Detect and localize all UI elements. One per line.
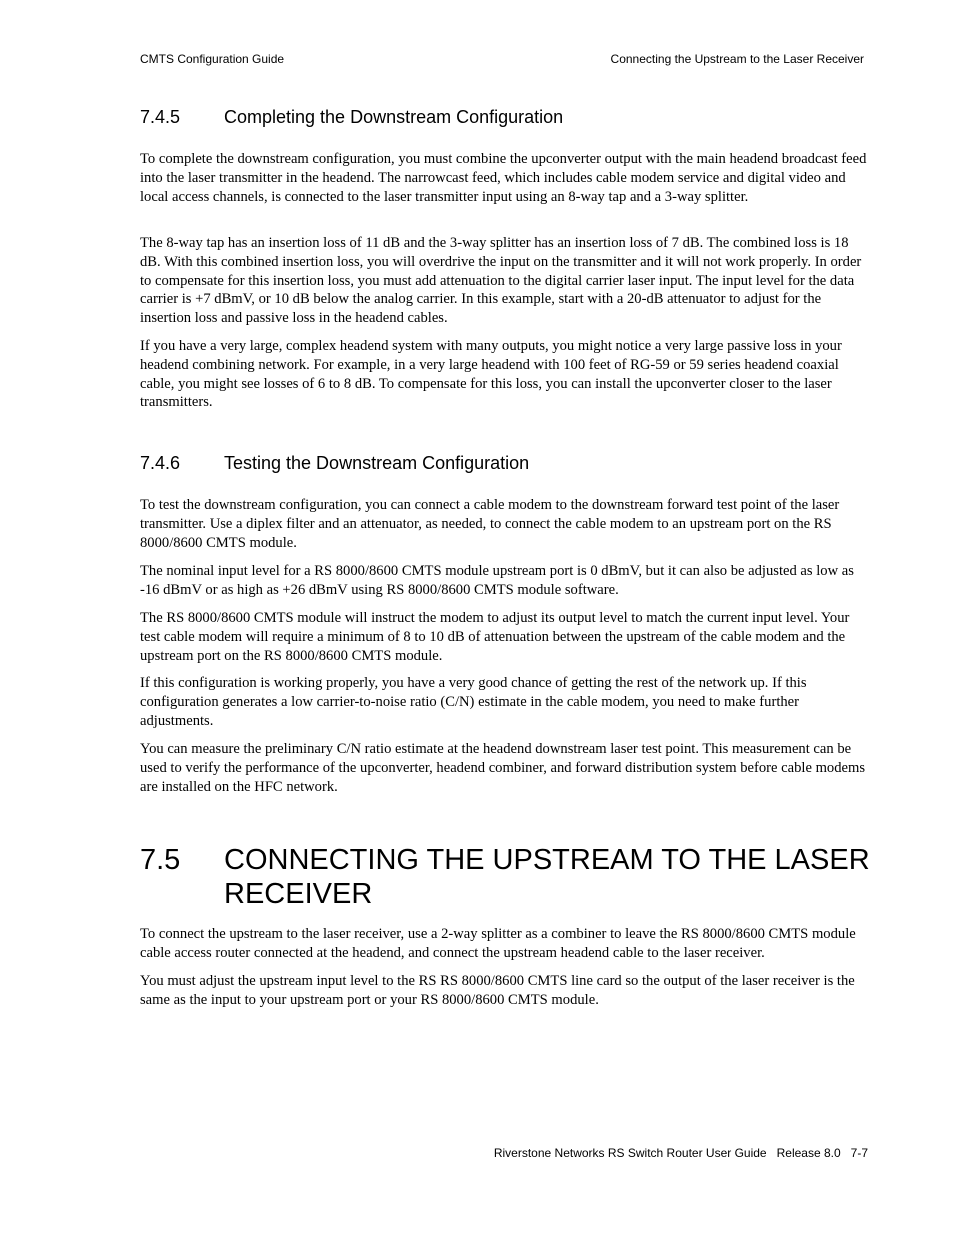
page-footer: Riverstone Networks RS Switch Router User Guide Release 8.0 7-7 bbox=[493, 1146, 868, 1160]
paragraph: You must adjust the upstream input level to the RS RS 8000/8600 CMTS line card so the output of the laser receiver is the same as the input to your upstream port or your RS 8000/8600 CMTS module. bbox=[140, 973, 855, 1008]
running-header-left: CMTS Configuration Guide bbox=[140, 52, 285, 66]
paragraph: The nominal input level for a RS 8000/8600 CMTS module upstream port is 0 dBmV, but it can also be adjusted as low as -16 dBmV or as high as +26 dBmV using RS 8000/8600 CMTS module software. bbox=[140, 563, 854, 598]
paragraph: The RS 8000/8600 CMTS module will instruct the modem to adjust its output level to match the current input level. Your test cable modem will require a minimum of 8 to 10 dB of attenuation between the upstream of the cable modem and the upstream port on the RS 8000/8600 CMTS module. bbox=[140, 610, 850, 664]
section-heading-7-4-6 bbox=[140, 453, 529, 474]
paragraph: If you have a very large, complex headend system with many outputs, you might notice a very large passive loss in your headend combining network. For example, in a very large headend with 100 feet of RG-59 or 59 series headend coaxial cable, you might see losses of 6 to 8 dB. To compensate for this loss, you can install the upconverter closer to the laser transmitters. bbox=[140, 338, 842, 411]
chapter-section-heading-7-5 bbox=[140, 843, 874, 911]
section-number: 7.5 bbox=[140, 844, 181, 876]
section-number: 7.4.6 bbox=[140, 453, 181, 473]
paragraph: You can measure the preliminary C/N ratio estimate at the headend downstream laser test point. This measurement can be used to verify the performance of the upconverter, headend combiner, and forward distribution system before cable modems are installed on the HFC network. bbox=[140, 741, 866, 795]
paragraph: To complete the downstream configuration, you must combine the upconverter output with the main headend broadcast feed into the laser transmitter in the headend. The narrowcast feed, which includes cable modem service and digital video and local access channels, is connected to the laser transmitter input using an 8-way tap and a 3-way splitter. bbox=[140, 151, 867, 205]
paragraph: If this configuration is working properly, you have a very good chance of getting the rest of the network up. If this configuration generates a low carrier-to-noise ratio (C/N) estimate in the cable modem, you need to make further adjustments. bbox=[140, 675, 807, 729]
paragraph: To connect the upstream to the laser receiver, use a 2-way splitter as a combiner to leave the RS 8000/8600 CMTS module cable access router connected at the headend, and connect the upstream headend cable to the laser receiver. bbox=[140, 926, 856, 961]
paragraph: The 8-way tap has an insertion loss of 11 dB and the 3-way splitter has an insertion loss of 7 dB. The combined loss is 18 dB. With this combined insertion loss, you will overdrive the input on the transmitter and it will not work properly. In order to compensate for this insertion loss, you must add attenuation to the digital carrier laser input. The input level for the data carrier is +7 dBmV, or 10 dB below the analog carrier. In this example, start with a 20-dB attenuator to adjust for the insertion loss and passive loss in the headend cables. bbox=[140, 235, 862, 327]
section-title: Completing the Downstream Configuration bbox=[224, 107, 564, 127]
section-title: Testing the Downstream Configuration bbox=[224, 453, 530, 473]
section-heading-7-4-5 bbox=[140, 107, 563, 128]
section-number: 7.4.5 bbox=[140, 107, 181, 127]
running-header-right: Connecting the Upstream to the Laser Receiver bbox=[610, 52, 864, 66]
section-title: CONNECTING THE UPSTREAM TO THE LASER RECEIVER bbox=[224, 844, 870, 910]
paragraph: To test the downstream configuration, you can connect a cable modem to the downstream forward test point of the laser transmitter. Use a diplex filter and an attenuator, as needed, to connect the cable modem to an upstream port on the RS 8000/8600 CMTS module. bbox=[140, 497, 840, 551]
